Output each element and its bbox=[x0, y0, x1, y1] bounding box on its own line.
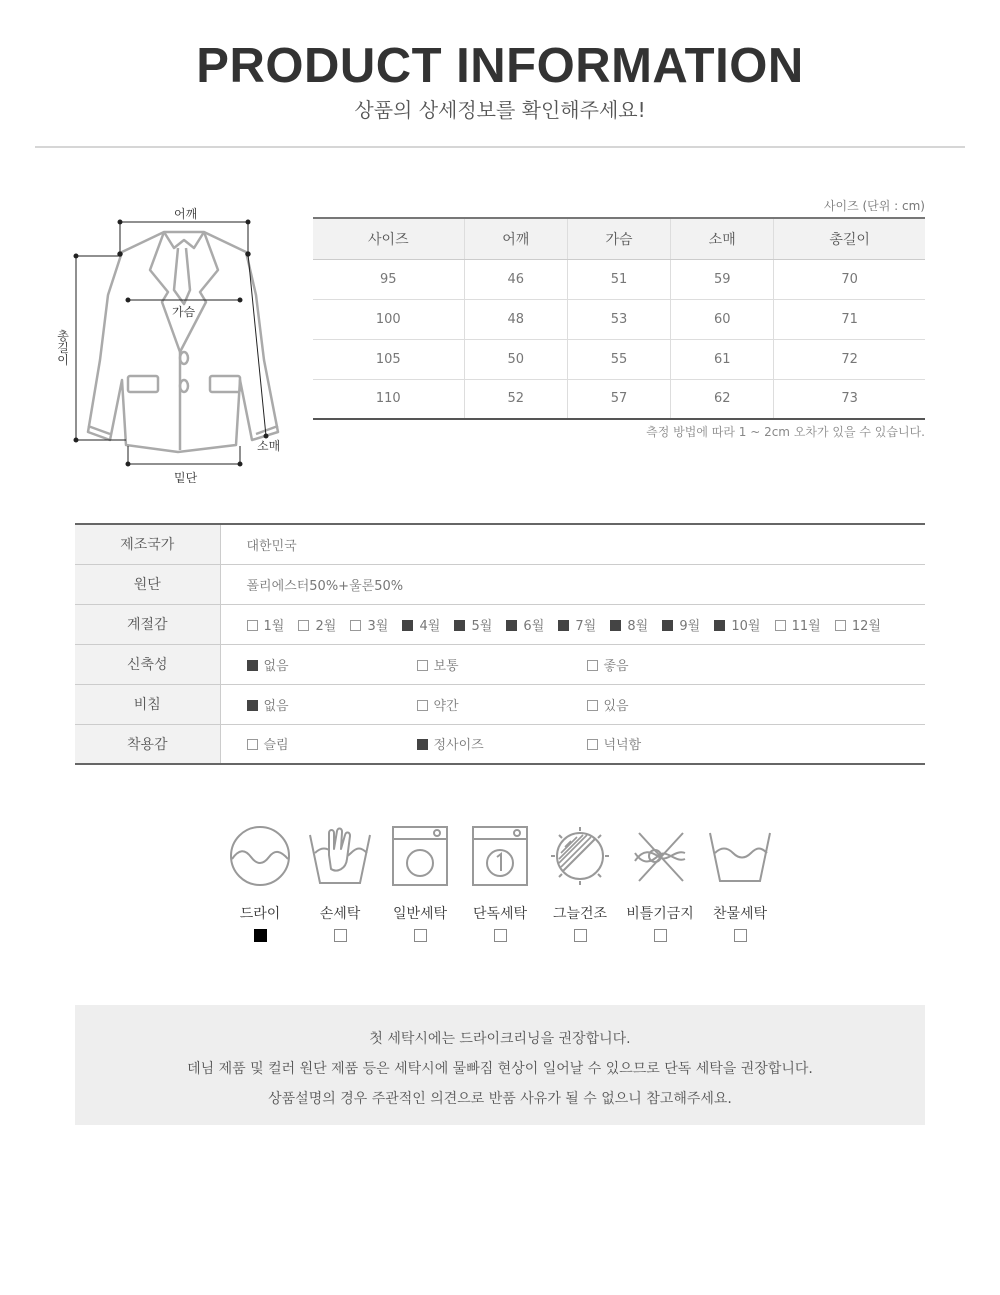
care-label: 그늘건조 bbox=[552, 906, 608, 922]
month-option bbox=[402, 615, 440, 634]
month-label: 10월 bbox=[731, 618, 761, 634]
checkbox-icon bbox=[247, 620, 258, 631]
checkbox-icon bbox=[587, 660, 598, 671]
label-shoulder: 어깨 bbox=[174, 207, 198, 221]
info-row-country bbox=[75, 524, 925, 564]
info-value: 폴리에스터50%+울론50% bbox=[220, 564, 925, 604]
size-cell: 46 bbox=[464, 259, 567, 299]
month-label: 4월 bbox=[419, 618, 441, 634]
jacket-diagram bbox=[50, 200, 300, 490]
stretch-options bbox=[220, 644, 925, 684]
month-label: 3월 bbox=[367, 618, 389, 634]
option-label: 없음 bbox=[263, 658, 289, 674]
info-key: 원단 bbox=[75, 564, 220, 604]
care-label: 비틀기금지 bbox=[626, 906, 694, 922]
page-subtitle: 상품의 상세정보를 확인해주세요! bbox=[354, 98, 646, 122]
fit-option bbox=[417, 734, 587, 753]
checkbox-icon bbox=[350, 620, 361, 631]
month-option bbox=[835, 615, 881, 634]
checkbox-icon bbox=[247, 700, 258, 711]
month-option bbox=[247, 615, 285, 634]
care-checkbox-icon bbox=[574, 929, 587, 942]
size-cell: 70 bbox=[774, 259, 925, 299]
month-option bbox=[775, 615, 821, 634]
size-header-cell: 어깨 bbox=[464, 218, 567, 259]
care-checkbox-icon bbox=[254, 929, 267, 942]
size-cell: 105 bbox=[313, 339, 464, 379]
size-cell: 55 bbox=[567, 339, 670, 379]
checkbox-icon bbox=[506, 620, 517, 631]
dry-clean-icon bbox=[229, 825, 291, 887]
checkbox-icon bbox=[714, 620, 725, 631]
fit-options bbox=[220, 724, 925, 764]
checkbox-icon bbox=[775, 620, 786, 631]
sheer-option bbox=[587, 695, 757, 714]
checkbox-icon bbox=[247, 739, 258, 750]
size-cell: 51 bbox=[567, 259, 670, 299]
option-label: 없음 bbox=[263, 698, 289, 714]
checkbox-icon bbox=[298, 620, 309, 631]
size-row bbox=[313, 339, 925, 379]
checkbox-icon bbox=[454, 620, 465, 631]
label-hem: 밑단 bbox=[174, 471, 198, 485]
option-label: 있음 bbox=[603, 698, 629, 714]
cold-wash-icon bbox=[707, 825, 773, 887]
size-cell: 61 bbox=[671, 339, 774, 379]
size-cell: 62 bbox=[671, 379, 774, 419]
month-label: 1월 bbox=[263, 618, 285, 634]
info-row-fabric bbox=[75, 564, 925, 604]
fit-option bbox=[587, 734, 757, 753]
care-item bbox=[545, 825, 615, 942]
checkbox-icon bbox=[662, 620, 673, 631]
month-label: 2월 bbox=[315, 618, 337, 634]
checkbox-icon bbox=[610, 620, 621, 631]
sheer-option bbox=[417, 695, 587, 714]
info-table bbox=[75, 523, 925, 765]
fit-option bbox=[247, 734, 417, 753]
size-header-cell: 총길이 bbox=[774, 218, 925, 259]
size-row bbox=[313, 299, 925, 339]
checkbox-icon bbox=[558, 620, 569, 631]
option-label: 넉넉함 bbox=[603, 738, 642, 754]
month-option bbox=[610, 615, 648, 634]
checkbox-icon bbox=[417, 700, 428, 711]
info-row-season bbox=[75, 604, 925, 644]
care-label: 일반세탁 bbox=[392, 906, 448, 922]
machine-wash-icon bbox=[391, 825, 449, 887]
care-label: 드라이 bbox=[239, 906, 281, 922]
checkbox-icon bbox=[402, 620, 413, 631]
size-cell: 48 bbox=[464, 299, 567, 339]
checkbox-icon bbox=[417, 660, 428, 671]
checkbox-icon bbox=[247, 660, 258, 671]
size-header-cell: 소매 bbox=[671, 218, 774, 259]
care-item bbox=[705, 825, 775, 942]
size-table-header bbox=[313, 218, 925, 259]
label-length: 총길이 bbox=[57, 329, 69, 367]
info-key: 신축성 bbox=[75, 644, 220, 684]
month-label: 12월 bbox=[851, 618, 881, 634]
care-checkbox-icon bbox=[734, 929, 747, 942]
size-cell: 71 bbox=[774, 299, 925, 339]
care-checkbox-icon bbox=[654, 929, 667, 942]
care-checkbox-icon bbox=[334, 929, 347, 942]
option-label: 약간 bbox=[433, 698, 459, 714]
separate-wash-icon bbox=[471, 825, 529, 887]
month-label: 8월 bbox=[627, 618, 649, 634]
stretch-option bbox=[417, 655, 587, 674]
month-option bbox=[662, 615, 700, 634]
notice-line: 데님 제품 및 컬러 원단 제품 등은 세탁시에 물빠짐 현상이 일어날 수 있으므로 단독 세탁을 권장합니다. bbox=[187, 1061, 813, 1077]
measure-note: 측정 방법에 따라 1 ~ 2cm 오차가 있을 수 있습니다. bbox=[646, 425, 925, 439]
label-chest: 가슴 bbox=[172, 305, 196, 319]
month-option bbox=[714, 615, 760, 634]
size-cell: 59 bbox=[671, 259, 774, 299]
month-label: 5월 bbox=[471, 618, 493, 634]
care-checkbox-icon bbox=[494, 929, 507, 942]
size-header-cell: 가슴 bbox=[567, 218, 670, 259]
month-option bbox=[298, 615, 336, 634]
size-cell: 53 bbox=[567, 299, 670, 339]
month-label: 11월 bbox=[791, 618, 821, 634]
size-header-cell: 사이즈 bbox=[313, 218, 464, 259]
label-sleeve: 소매 bbox=[257, 439, 281, 453]
care-item bbox=[305, 825, 375, 942]
info-key: 제조국가 bbox=[75, 524, 220, 564]
unit-note: 사이즈 (단위 : cm) bbox=[823, 199, 925, 213]
care-item bbox=[465, 825, 535, 942]
month-option bbox=[506, 615, 544, 634]
shade-dry-icon bbox=[549, 825, 611, 887]
month-option bbox=[558, 615, 596, 634]
month-option bbox=[454, 615, 492, 634]
option-label: 슬림 bbox=[263, 738, 289, 754]
info-key: 착용감 bbox=[75, 724, 220, 764]
care-label: 단독세탁 bbox=[472, 906, 528, 922]
size-row bbox=[313, 379, 925, 419]
month-label: 6월 bbox=[523, 618, 545, 634]
no-wring-icon bbox=[629, 825, 691, 887]
care-item bbox=[625, 825, 695, 942]
care-label: 찬물세탁 bbox=[712, 906, 768, 922]
size-table bbox=[313, 217, 925, 420]
size-cell: 110 bbox=[313, 379, 464, 419]
header-divider bbox=[35, 146, 965, 148]
care-item bbox=[385, 825, 455, 942]
option-label: 정사이즈 bbox=[433, 738, 484, 754]
size-row bbox=[313, 259, 925, 299]
size-cell: 60 bbox=[671, 299, 774, 339]
month-option bbox=[350, 615, 388, 634]
info-value: 대한민국 bbox=[220, 524, 925, 564]
season-options bbox=[220, 604, 925, 644]
checkbox-icon bbox=[587, 739, 598, 750]
notice-box bbox=[75, 1005, 925, 1125]
notice-line: 첫 세탁시에는 드라이크리닝을 권장합니다. bbox=[369, 1031, 631, 1047]
month-label: 7월 bbox=[575, 618, 597, 634]
size-cell: 50 bbox=[464, 339, 567, 379]
care-checkbox-icon bbox=[414, 929, 427, 942]
sheer-options bbox=[220, 684, 925, 724]
size-cell: 52 bbox=[464, 379, 567, 419]
care-label: 손세탁 bbox=[319, 906, 361, 922]
info-row-fit bbox=[75, 724, 925, 764]
sheer-option bbox=[247, 695, 417, 714]
checkbox-icon bbox=[417, 739, 428, 750]
option-label: 좋음 bbox=[603, 658, 629, 674]
info-key: 계절감 bbox=[75, 604, 220, 644]
checkbox-icon bbox=[835, 620, 846, 631]
size-cell: 95 bbox=[313, 259, 464, 299]
option-label: 보통 bbox=[433, 658, 459, 674]
size-cell: 72 bbox=[774, 339, 925, 379]
month-label: 9월 bbox=[679, 618, 701, 634]
size-cell: 57 bbox=[567, 379, 670, 419]
info-key: 비침 bbox=[75, 684, 220, 724]
stretch-option bbox=[247, 655, 417, 674]
info-row-stretch bbox=[75, 644, 925, 684]
stretch-option bbox=[587, 655, 757, 674]
care-item bbox=[225, 825, 295, 942]
notice-line: 상품설명의 경우 주관적인 의견으로 반품 사유가 될 수 없으니 참고해주세요. bbox=[268, 1091, 732, 1107]
checkbox-icon bbox=[587, 700, 598, 711]
size-cell: 73 bbox=[774, 379, 925, 419]
size-cell: 100 bbox=[313, 299, 464, 339]
hand-wash-icon bbox=[307, 825, 373, 887]
info-row-sheer bbox=[75, 684, 925, 724]
page-title: PRODUCT INFORMATION bbox=[196, 39, 804, 93]
